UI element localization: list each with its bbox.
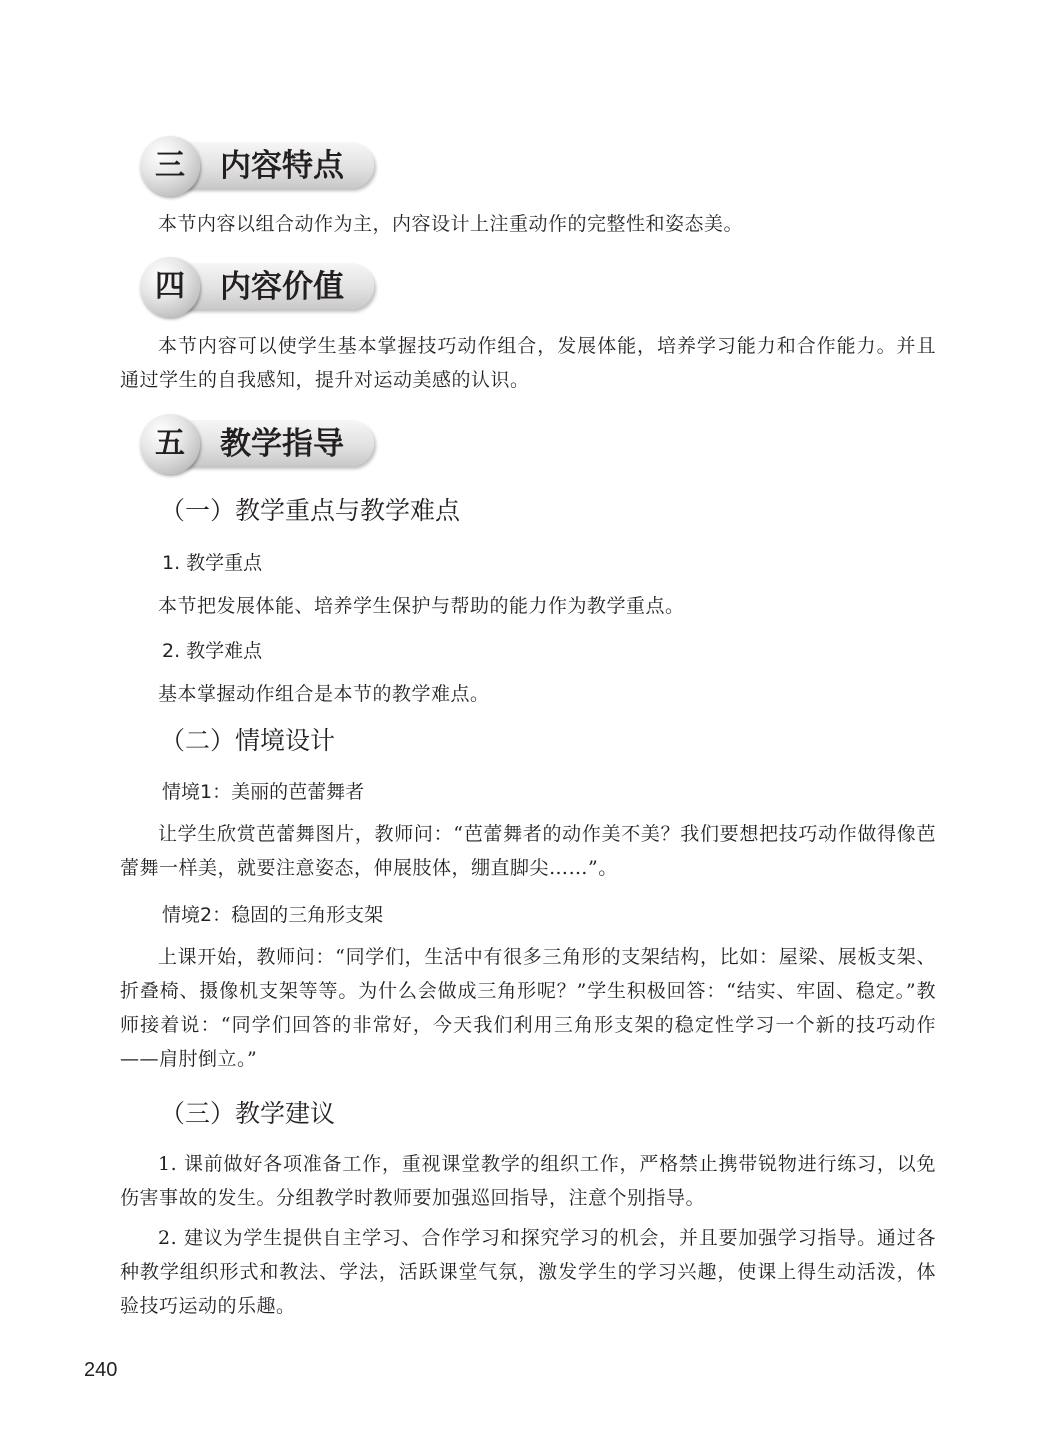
features-paragraph: 本节内容以组合动作为主，内容设计上注重动作的完整性和姿态美。 [158,213,744,235]
section-title: 内容特点 [220,148,344,184]
key-point-paragraph: 本节把发展体能、培养学生保护与帮助的能力作为教学重点。 [158,595,685,617]
subsection-heading-suggestions: （三）教学建议 [160,1099,336,1128]
scenario2-paragraph: 上课开始，教师问：“同学们，生活中有很多三角形的支架结构，比如：屋梁、展板支架、折叠椅、摄像机支架等等。为什么会做成三角形呢？”学生积极回答：“结实、牢固、稳定。”教师接着说：“同学们回答的非常好，今天我们利用三角形支架的稳定性学习一个新的技巧动作——肩肘倒立。” [120,946,936,1070]
section-heading-features [140,136,380,196]
section-heading-guidance [140,414,380,474]
scenario1-heading: 情境1：美丽的芭蕾舞者 [162,781,365,803]
difficulty-paragraph: 基本掌握动作组合是本节的教学难点。 [158,683,490,705]
subsection-heading-key-points: （一）教学重点与教学难点 [160,496,461,525]
suggestion2-paragraph: 2. 建议为学生提供自主学习、合作学习和探究学习的机会，并且要加强学习指导。通过各种教学组织形式和教法、学法，活跃课堂气氛，激发学生的学习兴趣，使课上得生动活泼，体验技巧运动的乐趣。 [120,1227,936,1317]
suggestion1-paragraph: 1. 课前做好各项准备工作，重视课堂教学的组织工作，严格禁止携带锐物进行练习，以免伤害事故的发生。分组教学时教师要加强巡回指导，注意个别指导。 [120,1153,936,1209]
scenario1-paragraph: 让学生欣赏芭蕾舞图片，教师问：“芭蕾舞者的动作美不美？我们要想把技巧动作做得像芭蕾舞一样美，就要注意姿态，伸展肢体，绷直脚尖……”。 [120,823,936,879]
subsection-heading-scenario-design: （二）情境设计 [160,726,336,755]
section-heading-value [140,257,380,317]
page-number: 240 [84,1359,118,1381]
section-number-badge: 四 [140,257,200,317]
section-number-badge: 五 [140,414,200,474]
scenario2-heading: 情境2：稳固的三角形支架 [162,904,384,926]
section-number-badge: 三 [140,136,200,196]
section-title: 教学指导 [220,426,344,462]
value-paragraph: 本节内容可以使学生基本掌握技巧动作组合，发展体能，培养学习能力和合作能力。并且通过学生的自我感知，提升对运动美感的认识。 [120,335,936,391]
section-title: 内容价值 [220,269,344,305]
key-point-heading: 1. 教学重点 [162,552,263,574]
difficulty-heading: 2. 教学难点 [162,640,263,662]
